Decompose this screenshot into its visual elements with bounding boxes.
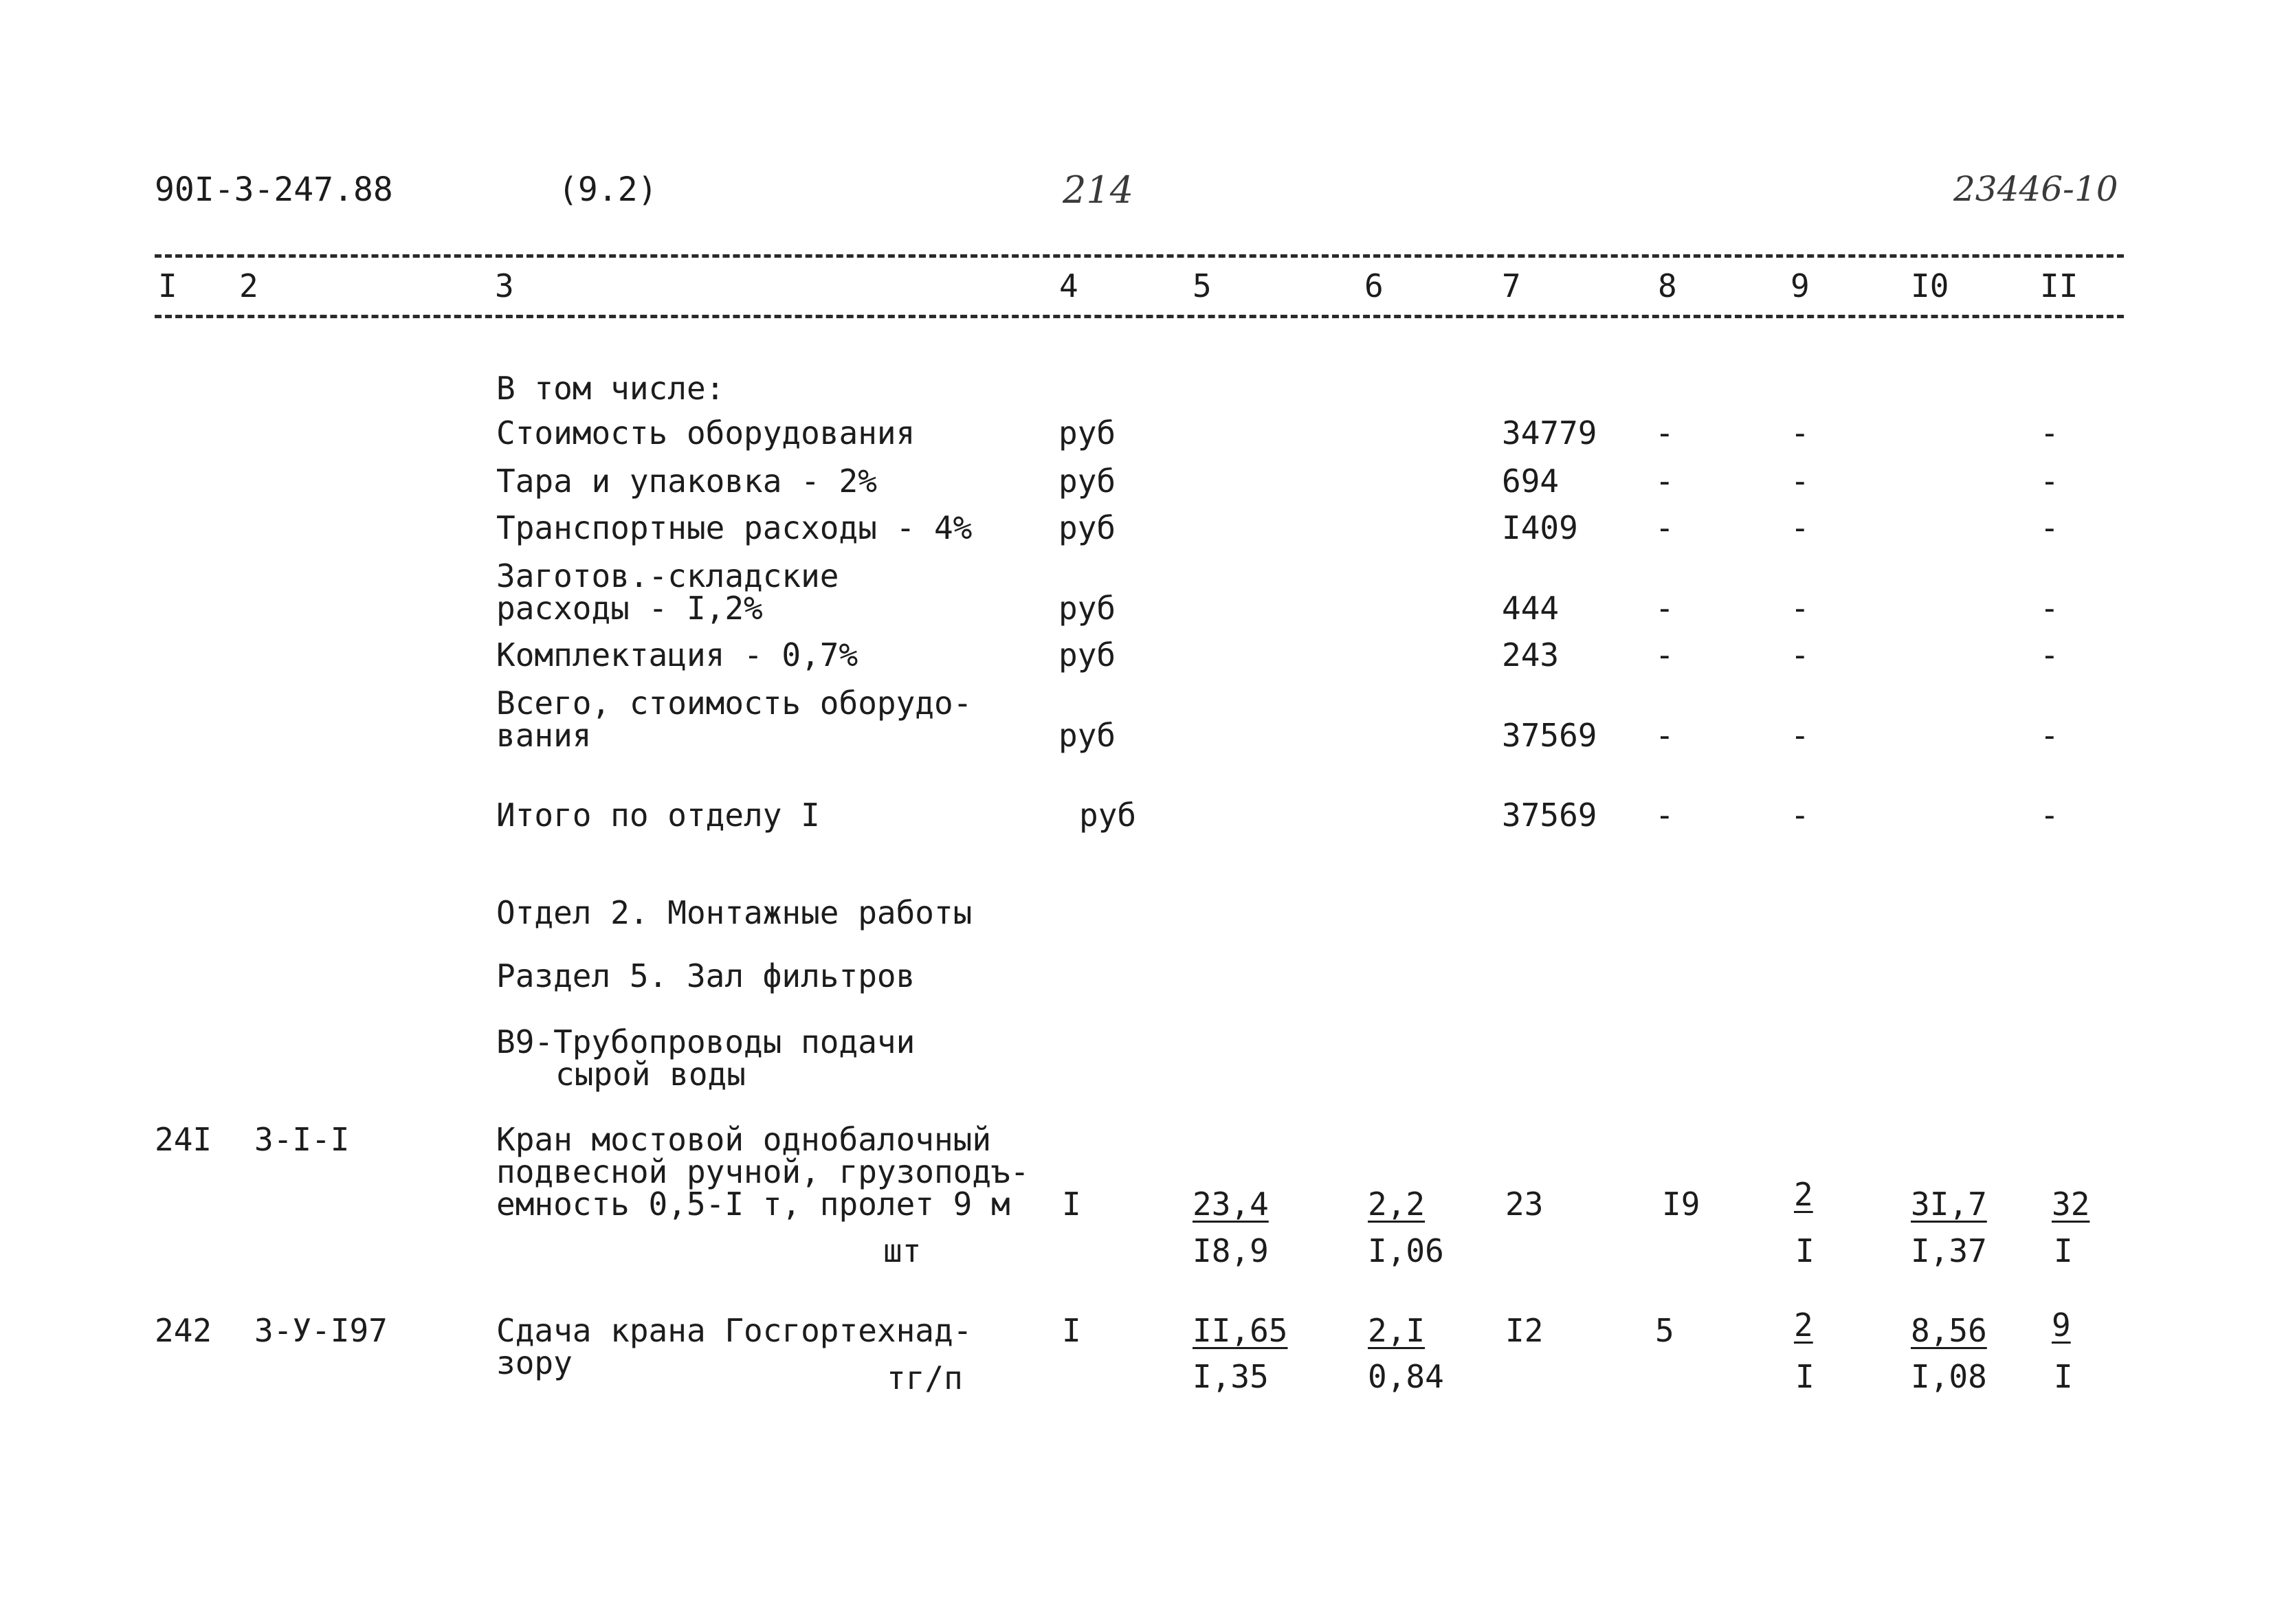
item-number: 24I — [155, 1121, 212, 1158]
summary-row-col11: - — [2040, 463, 2059, 500]
item-quantity: I — [1062, 1312, 1081, 1349]
summary-row-name: Стоимость оборудования — [496, 414, 916, 452]
item-number: 242 — [155, 1312, 212, 1349]
summary-row-col7: I409 — [1502, 509, 1578, 546]
department-total-name: Итого по отделу I — [496, 797, 820, 834]
summary-row-col9: - — [1790, 590, 1810, 627]
column-header-10: I0 — [1911, 267, 1949, 304]
department-heading: Отдел 2. Монтажные работы — [496, 894, 973, 931]
summary-row-col9: - — [1790, 636, 1810, 674]
item-col10-bottom: I,37 — [1911, 1232, 1987, 1269]
summary-row-col11: - — [2040, 414, 2059, 452]
column-header-9: 9 — [1790, 267, 1810, 304]
item-description-line3: емность 0,5-I т, пролет 9 м — [496, 1186, 1010, 1223]
column-header-2: 2 — [239, 267, 258, 304]
summary-row-unit: руб — [1058, 509, 1116, 546]
summary-row-unit: руб — [1058, 636, 1116, 674]
item-col9-top: 2 — [1794, 1176, 1813, 1213]
table-top-rule — [155, 254, 2124, 258]
summary-row-col9: - — [1790, 463, 1810, 500]
summary-row-col11: - — [2040, 717, 2059, 754]
summary-row-name-line2: вания — [496, 717, 592, 754]
department-total-col7: 37569 — [1502, 797, 1597, 834]
summary-row-col7: 37569 — [1502, 717, 1597, 754]
column-header-1: I — [158, 267, 177, 304]
summary-row-name-line1: Заготов.-складские — [496, 557, 839, 594]
item-col5-top: 23,4 — [1193, 1186, 1269, 1223]
summary-row-col8: - — [1655, 590, 1674, 627]
item-col6-bottom: 0,84 — [1368, 1358, 1444, 1395]
summary-row-col7: 694 — [1502, 463, 1560, 500]
item-col6-top: 2,I — [1368, 1312, 1426, 1349]
item-col11-bottom: I — [2054, 1358, 2073, 1395]
archive-number: 23446-10 — [1953, 169, 2118, 209]
item-description-line2: зору — [496, 1344, 573, 1381]
item-unit: тг/п — [887, 1359, 963, 1397]
summary-row-col11: - — [2040, 590, 2059, 627]
column-header-5: 5 — [1193, 267, 1212, 304]
item-col8: I9 — [1662, 1186, 1700, 1223]
summary-row-col9: - — [1790, 717, 1810, 754]
item-col9-top: 2 — [1794, 1306, 1813, 1344]
section-number: (9.2) — [558, 170, 658, 209]
item-col7: 23 — [1505, 1186, 1544, 1223]
subsection-heading-line1: В9-Трубопроводы подачи — [496, 1023, 916, 1060]
department-total-col11: - — [2040, 797, 2059, 834]
document-code: 90I-3-247.88 — [155, 170, 393, 209]
item-col11-bottom: I — [2054, 1232, 2073, 1269]
column-header-6: 6 — [1364, 267, 1384, 304]
column-header-11: II — [2040, 267, 2078, 304]
division-heading: Раздел 5. Зал фильтров — [496, 957, 916, 994]
page-number: 214 — [1063, 168, 1134, 212]
summary-row-name-line1: Всего, стоимость оборудо- — [496, 685, 973, 722]
summary-row-col8: - — [1655, 509, 1674, 546]
department-total-col8: - — [1655, 797, 1674, 834]
item-col11-top: 9 — [2052, 1306, 2071, 1344]
item-col7: I2 — [1505, 1312, 1544, 1349]
item-col10-bottom: I,08 — [1911, 1358, 1987, 1395]
summary-row-col7: 34779 — [1502, 414, 1597, 452]
column-header-8: 8 — [1658, 267, 1677, 304]
summary-row-unit: руб — [1058, 463, 1116, 500]
summary-row-col11: - — [2040, 636, 2059, 674]
item-description-line1: Сдача крана Госгортехнад- — [496, 1312, 973, 1349]
summary-row-col9: - — [1790, 414, 1810, 452]
summary-row-col11: - — [2040, 509, 2059, 546]
item-col5-bottom: I8,9 — [1193, 1232, 1269, 1269]
item-col8: 5 — [1655, 1312, 1674, 1349]
subsection-heading-line2: сырой воды — [555, 1056, 746, 1093]
department-total-unit: руб — [1079, 797, 1137, 834]
item-col6-top: 2,2 — [1368, 1186, 1426, 1223]
department-total-col9: - — [1790, 797, 1810, 834]
summary-heading: В том числе: — [496, 370, 725, 407]
item-quantity: I — [1062, 1186, 1081, 1223]
item-col11-top: 32 — [2052, 1186, 2090, 1223]
summary-row-unit: руб — [1058, 590, 1116, 627]
item-col5-top: II,65 — [1193, 1312, 1288, 1349]
item-unit: шт — [883, 1232, 922, 1269]
summary-row-col7: 243 — [1502, 636, 1560, 674]
column-header-4: 4 — [1059, 267, 1078, 304]
summary-row-col8: - — [1655, 636, 1674, 674]
summary-row-col9: - — [1790, 509, 1810, 546]
item-col10-top: 8,56 — [1911, 1312, 1987, 1349]
summary-row-col8: - — [1655, 463, 1674, 500]
summary-row-unit: руб — [1058, 414, 1116, 452]
summary-row-name-line2: расходы - I,2% — [496, 590, 763, 627]
column-header-7: 7 — [1502, 267, 1521, 304]
summary-row-col8: - — [1655, 414, 1674, 452]
item-col6-bottom: I,06 — [1368, 1232, 1444, 1269]
item-description-line2: подвесной ручной, грузоподъ- — [496, 1153, 1030, 1190]
column-header-3: 3 — [495, 267, 514, 304]
summary-row-name: Тара и упаковка - 2% — [496, 463, 877, 500]
summary-row-col7: 444 — [1502, 590, 1560, 627]
item-col9-bottom: I — [1795, 1232, 1815, 1269]
item-col5-bottom: I,35 — [1193, 1358, 1269, 1395]
summary-row-col8: - — [1655, 717, 1674, 754]
summary-row-unit: руб — [1058, 717, 1116, 754]
item-description-line1: Кран мостовой однобалочный — [496, 1121, 992, 1158]
table-header-rule — [155, 315, 2124, 318]
item-code: 3-I-I — [254, 1121, 350, 1158]
item-col9-bottom: I — [1795, 1358, 1815, 1395]
item-col10-top: 3I,7 — [1911, 1186, 1987, 1223]
item-code: 3-У-I97 — [254, 1312, 388, 1349]
summary-row-name: Комплектация - 0,7% — [496, 636, 858, 674]
summary-row-name: Транспортные расходы - 4% — [496, 509, 973, 546]
